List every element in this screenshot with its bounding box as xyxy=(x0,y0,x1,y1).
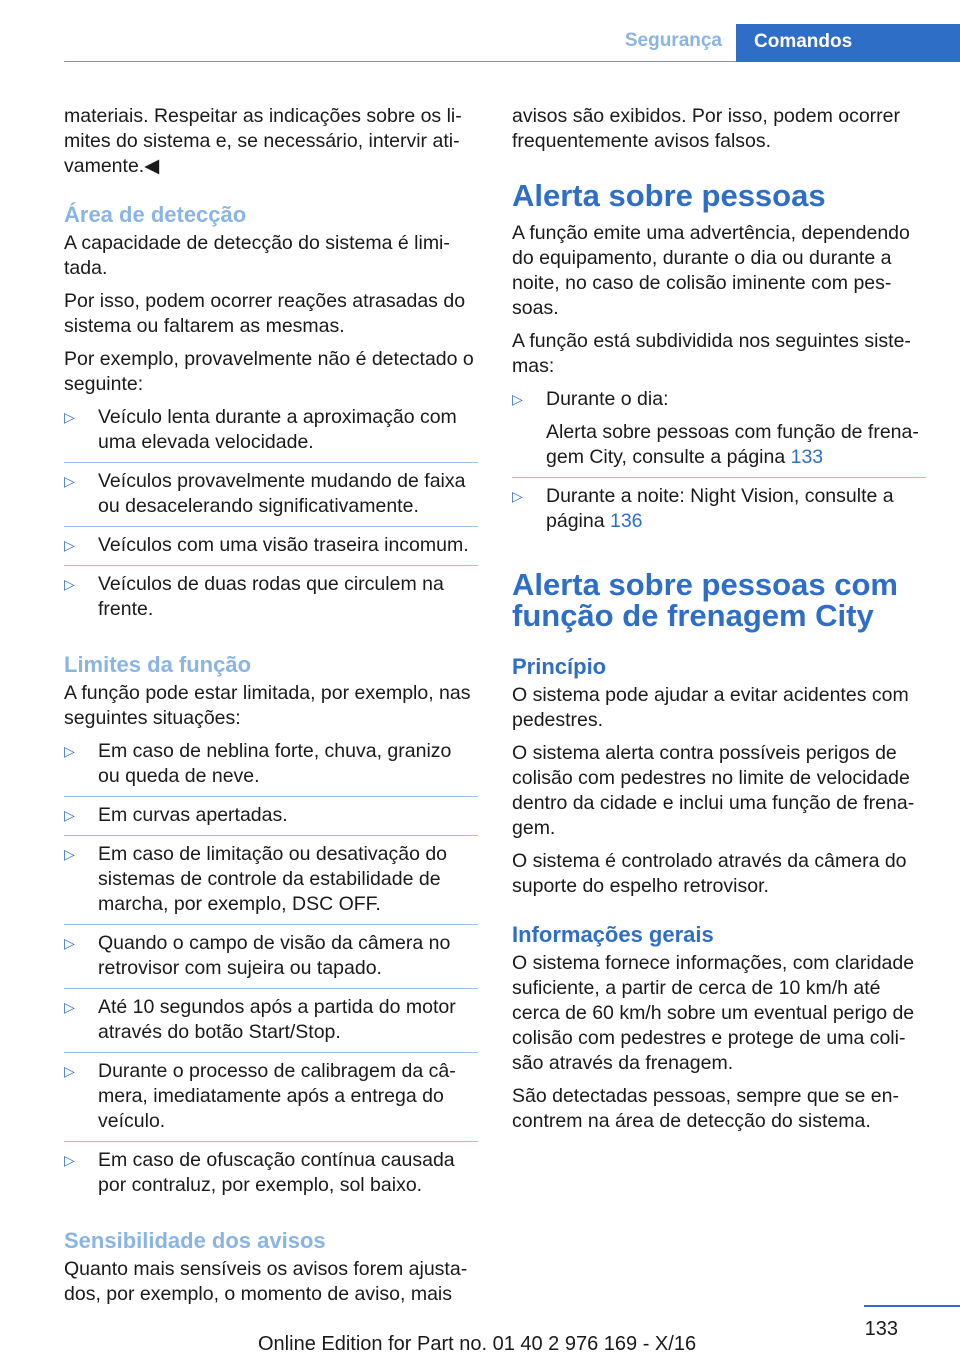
page-number: 133 xyxy=(864,1318,898,1340)
list-item: ▷ Veículos com uma visão traseira incomum. xyxy=(64,533,478,566)
list-item: ▷ Veículo lenta durante a aproximação com uma elevada velocidade. xyxy=(64,405,478,463)
page-link-133[interactable]: 133 xyxy=(790,446,824,468)
area-p2: Por isso, podem ocorrer reações atrasadas do sistema ou faltarem as mesmas. xyxy=(64,290,466,337)
list-item: ▷ Quando o campo de visão da câmera no retrovisor com sujeira ou tapado. xyxy=(64,931,478,989)
alert-title: Alerta sobre pessoas xyxy=(512,178,826,213)
alert-p2: A função está subdividida nos seguintes sistemas: xyxy=(512,330,911,377)
triangle-bullet-icon: ▷ xyxy=(64,409,75,425)
city-p3: O sistema é controlado através da câmera do suporte do espelho retrovisor. xyxy=(512,850,907,897)
edition-note: Online Edition for Part no. 01 40 2 976 169 - X/16 xyxy=(258,1333,697,1355)
list-item: ▷ Até 10 segundos após a partida do motor através do botão Start/Stop. xyxy=(64,995,478,1053)
list-item: ▷ Em caso de neblina forte, chuva, granizo ou queda de neve. xyxy=(64,739,478,797)
list-item: ▷ Em curvas apertadas. xyxy=(64,803,478,836)
area-p1: A capacidade de detecção do sistema é limitada. xyxy=(64,232,450,279)
tab-section-seguranca[interactable]: Segurança xyxy=(624,30,722,51)
list-item: ▷ Em caso de limitação ou desativação do sistemas de controle da estabilidade de marcha, por exemplo, DSC OFF. xyxy=(64,842,478,925)
sensitivity-p1: Quanto mais sensíveis os avisos forem ajustados, por exemplo, o momento de aviso, mais xyxy=(64,1258,468,1305)
list-item: ▷ Veículos de duas rodas que circulem na frente. xyxy=(64,573,444,620)
triangle-bullet-icon: ▷ xyxy=(64,743,75,759)
area-p3: Por exemplo, provavelmente não é detectado o seguinte: xyxy=(64,348,474,395)
city-title: Alerta sobre pessoas com função de frenagem City xyxy=(512,567,898,633)
list-item: ▷ Durante a noite: Night Vision, consulte a página 136 xyxy=(512,485,894,532)
city-p2: O sistema alerta contra possíveis perigos de colisão com pedestres no limite de velocidade dentro da cidade e inclui uma função de frenagem. xyxy=(512,742,915,839)
tab-chapter-comandos[interactable]: Comandos xyxy=(736,24,960,62)
list-item: ▷ Em caso de ofuscação contínua causada por contraluz, por exemplo, sol baixo. xyxy=(64,1149,455,1196)
left-intro: materiais. Respeitar as indicações sobre os limites do sistema e, se necessário, intervir ativamente.◀ xyxy=(64,105,462,177)
principle-title: Princípio xyxy=(512,654,607,679)
triangle-bullet-icon: ▷ xyxy=(64,537,75,553)
triangle-bullet-icon: ▷ xyxy=(64,999,75,1015)
triangle-bullet-icon: ▷ xyxy=(512,391,523,407)
triangle-bullet-icon: ▷ xyxy=(64,935,75,951)
limits-title: Limites da função xyxy=(64,652,252,677)
triangle-bullet-icon: ▷ xyxy=(64,473,75,489)
triangle-bullet-icon: ▷ xyxy=(64,1063,75,1079)
area-title: Área de detecção xyxy=(64,202,247,227)
alert-list xyxy=(512,387,926,541)
area-list xyxy=(64,405,478,629)
right-column xyxy=(512,104,926,1142)
list-item: ▷ Veículos provavelmente mudando de faixa ou desacelerando significativamente. xyxy=(64,469,478,527)
list-item: ▷ Durante o processo de calibragem da câmera, imediatamente após a entrega do veículo. xyxy=(64,1059,478,1142)
triangle-bullet-icon: ▷ xyxy=(64,576,75,592)
list-item: ▷ Durante o dia: Alerta sobre pessoas com função de frenagem City, consulte a página 133 xyxy=(512,387,926,478)
page-link-136[interactable]: 136 xyxy=(609,510,643,532)
triangle-bullet-icon: ▷ xyxy=(64,807,75,823)
alert-p1: A função emite uma advertência, dependendo do equipamento, durante o dia ou durante a noite, no caso de colisão iminente com pessoas. xyxy=(512,222,910,319)
city-p1: O sistema pode ajudar a evitar acidentes com pedestres. xyxy=(512,684,909,731)
limits-p1: A função pode estar limitada, por exemplo, nas seguintes situações: xyxy=(64,682,471,729)
right-intro: avisos são exibidos. Por isso, podem ocorrer frequentemente avisos falsos. xyxy=(512,105,901,152)
left-column xyxy=(64,104,478,1315)
city-p5: São detectadas pessoas, sempre que se encontrem na área de detecção do sistema. xyxy=(512,1085,899,1132)
triangle-bullet-icon: ▷ xyxy=(512,488,523,504)
general-title: Informações gerais xyxy=(512,922,714,947)
footer-rule xyxy=(864,1305,960,1307)
city-p4: O sistema fornece informações, com claridade suficiente, a partir de cerca de 10 km/h até cerca de 60 km/h sobre um eventual perigo de colisão com pedestres e protege de uma colisão através da frenagem. xyxy=(512,952,915,1074)
sensitivity-title: Sensibilidade dos avisos xyxy=(64,1228,326,1253)
limits-list xyxy=(64,739,478,1205)
triangle-bullet-icon: ▷ xyxy=(64,1152,75,1168)
triangle-bullet-icon: ▷ xyxy=(64,846,75,862)
